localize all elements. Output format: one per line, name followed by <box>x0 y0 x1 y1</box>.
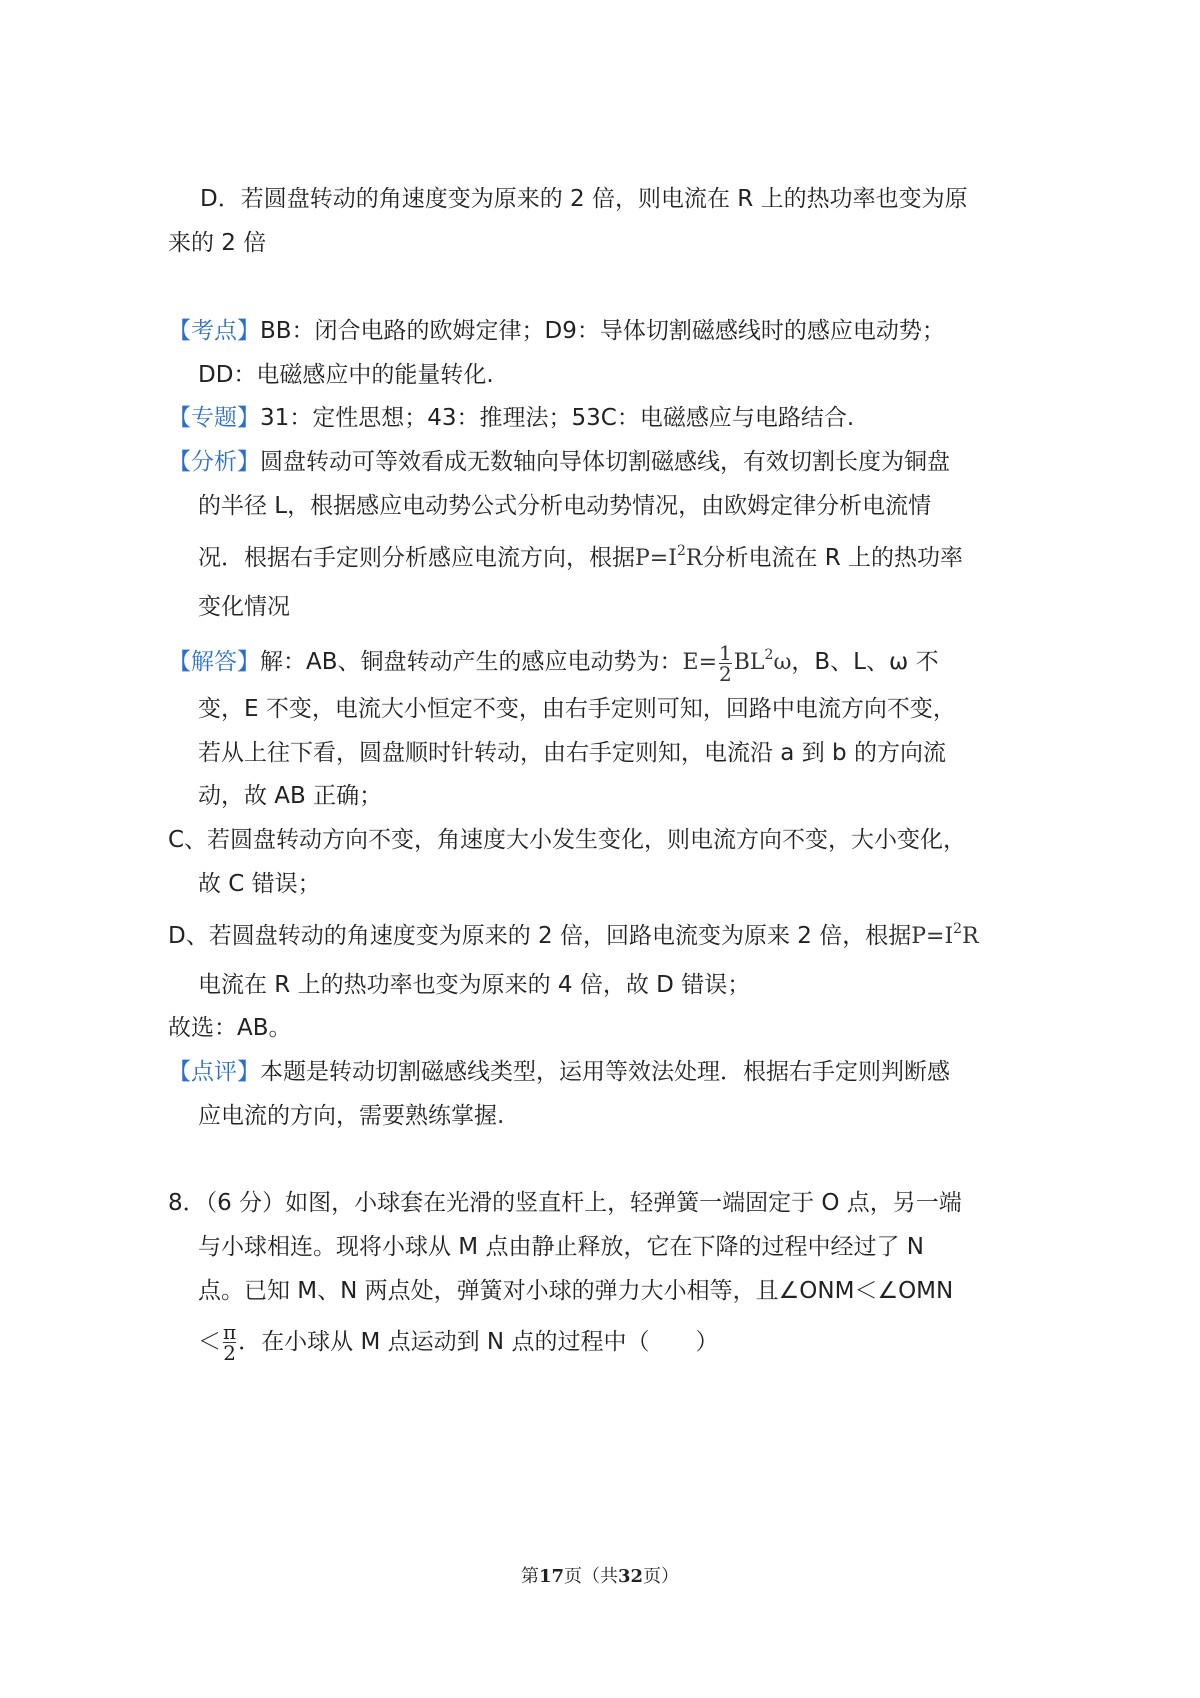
kaodian-line1 <box>168 316 945 346</box>
question8-line2: 与小球相连。现将小球从 M 点由静止释放，它在下降的过程中经过了 N <box>198 1234 924 1260</box>
fenxi-line3 <box>198 536 963 574</box>
footer-post: 页） <box>643 1566 680 1587</box>
jieda-text1-pre: 解：AB、铜盘转动产生的感应电动势为： <box>260 649 683 675</box>
kaodian-line2: DD：电磁感应中的能量转化. <box>198 362 494 388</box>
pi-over-2-fraction <box>223 1322 236 1363</box>
option-d-line2: 来的 2 倍 <box>168 230 267 256</box>
question8-line1: 8．（6 分）如图，小球套在光滑的竖直杆上，轻弹簧一端固定于 O 点，另一端 <box>168 1190 962 1216</box>
emf-formula <box>682 640 792 686</box>
footer-total-pages: 32 <box>618 1566 644 1587</box>
emf-lhs: E= <box>682 650 718 675</box>
fenxi-line1 <box>168 447 950 477</box>
fenxi-text1: 圆盘转动可等效看成无数轴向导体切割磁感线，有效切割长度为铜盘 <box>260 449 950 475</box>
footer-page-number: 17 <box>538 1566 564 1587</box>
footer-mid: 页（共 <box>564 1566 618 1587</box>
power-formula-2 <box>911 921 979 949</box>
jieda-line5: C、若圆盘转动方向不变，角速度大小发生变化，则电流方向不变，大小变化， <box>168 827 967 853</box>
power-formula-2-sup: 2 <box>953 921 963 937</box>
question8-line3: 点。已知 M、N 两点处，弹簧对小球的弹力大小相等，且∠ONM＜∠OMN <box>198 1278 954 1304</box>
emf-fraction <box>719 640 732 686</box>
zhuanti-tag: 【专题】 <box>168 405 260 431</box>
power-formula-sup: 2 <box>676 543 686 559</box>
zhuanti-line1 <box>168 403 854 433</box>
fenxi-line2: 的半径 L，根据感应电动势公式分析电动势情况，由欧姆定律分析电流情 <box>198 493 932 519</box>
emf-omega: ω <box>773 650 792 675</box>
jieda-line9: 故选：AB。 <box>168 1015 292 1041</box>
dianping-tag: 【点评】 <box>168 1059 260 1085</box>
question8-lt: ＜ <box>198 1329 221 1355</box>
question8-text4-post: ．在小球从 M 点运动到 N 点的过程中（ ） <box>238 1329 719 1355</box>
fenxi-text3-post: 分析电流在 R 上的热功率 <box>702 545 964 571</box>
jieda-line1 <box>168 640 939 684</box>
kaodian-tag: 【考点】 <box>168 318 260 344</box>
pi-frac-den: 2 <box>223 1341 236 1365</box>
footer-pre: 第 <box>520 1566 539 1587</box>
power-formula-p: P=I <box>635 546 677 571</box>
power-formula-r: R <box>685 546 703 571</box>
emf-bl: BL <box>733 650 765 675</box>
jieda-line4: 动，故 AB 正确； <box>198 783 383 809</box>
power-formula-2-r: R <box>962 924 979 949</box>
kaodian-text1: BB：闭合电路的欧姆定律；D9：导体切割磁感线时的感应电动势； <box>260 318 945 344</box>
zhuanti-text1: 31：定性思想；43：推理法；53C：电磁感应与电路结合. <box>260 405 855 431</box>
jieda-text1-post: ，B、L、ω 不 <box>791 649 939 675</box>
jieda-line2: 变，E 不变，电流大小恒定不变，由右手定则可知，回路中电流方向不变， <box>198 696 956 722</box>
fenxi-tag: 【分析】 <box>168 449 260 475</box>
jieda-text7-pre: D、若圆盘转动的角速度变为原来的 2 倍，回路电流变为原来 2 倍，根据 <box>168 923 912 949</box>
question8-line4 <box>198 1322 718 1363</box>
jieda-line3: 若从上往下看，圆盘顺时针转动，由右手定则知，电流沿 a 到 b 的方向流 <box>198 740 946 766</box>
page-footer <box>0 1562 1200 1588</box>
jieda-line7 <box>168 914 979 952</box>
jieda-tag: 【解答】 <box>168 649 260 675</box>
fenxi-line4: 变化情况 <box>198 594 290 620</box>
jieda-line6: 故 C 错误； <box>198 871 321 897</box>
option-d-line1: D．若圆盘转动的角速度变为原来的 2 倍，则电流在 R 上的热功率也变为原 <box>200 186 968 212</box>
dianping-text1: 本题是转动切割磁感线类型，运用等效法处理．根据右手定则判断感 <box>260 1059 950 1085</box>
dianping-line2: 应电流的方向，需要熟练掌握. <box>198 1103 505 1129</box>
pi-frac-num: π <box>223 1320 237 1344</box>
jieda-line8: 电流在 R 上的热功率也变为原来的 4 倍，故 D 错误； <box>198 972 751 998</box>
power-formula <box>635 543 703 571</box>
emf-frac-num: 1 <box>719 640 732 665</box>
emf-frac-den: 2 <box>719 661 732 686</box>
fenxi-text3-pre: 况．根据右手定则分析感应电流方向，根据 <box>198 545 635 571</box>
emf-sup: 2 <box>764 647 774 663</box>
dianping-line1 <box>168 1057 950 1087</box>
power-formula-2-p: P=I <box>911 924 954 949</box>
